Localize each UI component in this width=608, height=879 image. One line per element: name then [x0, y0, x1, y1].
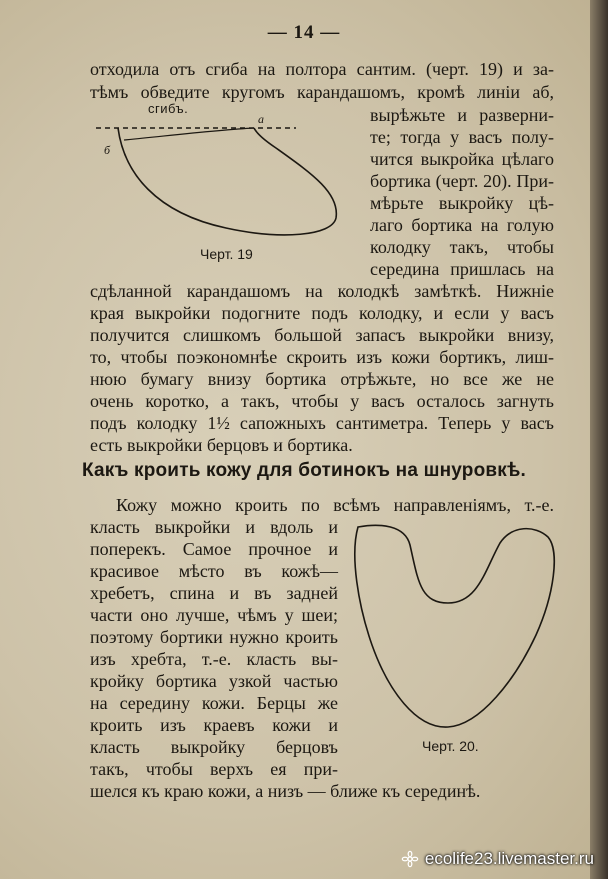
text-line: части оно лучше, чѣмъ у шеи;	[90, 605, 338, 625]
text-line: подъ колодку 1½ сапожныхъ сантиметра. Теперь у васъ	[90, 413, 554, 433]
text-line: чится выкройка цѣлаго	[370, 149, 554, 169]
text-line: отходила отъ сгиба на полтора сантим. (черт. 19) и за-	[90, 59, 554, 79]
text-line: края выкройки подогните подъ колодку, и если у васъ	[90, 303, 554, 323]
text-line: изъ хребта, т.-е. класть вы-	[90, 649, 338, 669]
text-line: получится слишкомъ большой запасъ выкройки внизу,	[90, 325, 554, 345]
text-line: класть выкройку берцовъ	[90, 737, 338, 757]
point-label-b: б	[104, 143, 111, 157]
fold-label: сгибъ.	[148, 101, 189, 116]
text-line: бортика (черт. 20). При-	[370, 171, 554, 191]
text-line: кройку бортика узкой частью	[90, 671, 338, 691]
text-line: кроить изъ краевъ кожи и	[90, 715, 338, 735]
text-line: шелся къ краю кожи, а низъ — ближе къ серединѣ.	[90, 781, 481, 801]
text-line: очень коротко, а такъ, чтобы у васъ осталось загнуть	[90, 391, 554, 411]
page-number: — 14 —	[267, 22, 341, 43]
text-line: есть выкройки берцовъ и бортика.	[90, 435, 353, 455]
watermark	[401, 849, 594, 869]
text-line: класть выкройки и вдоль и	[90, 517, 338, 537]
text-line: мѣрьте выкройку цѣ-	[370, 193, 554, 213]
watermark-text: ecolife23.livemaster.ru	[424, 849, 594, 868]
text-line: середина пришлась на	[370, 259, 554, 279]
pattern-drawing-fig20	[350, 515, 560, 737]
text-line: красивое мѣсто въ кожѣ—	[90, 561, 338, 581]
figure-19-caption: Черт. 19	[200, 246, 253, 262]
text-line: те; тогда у васъ полу-	[370, 127, 554, 147]
text-line: на середину кожи. Берцы же	[90, 693, 338, 713]
section-heading: Какъ кроить кожу для ботинокъ на шнуровкѣ.	[81, 460, 527, 481]
text-line: вырѣжьте и разверни-	[370, 105, 554, 125]
text-line: поперекъ. Самое прочное и	[90, 539, 338, 559]
flower-icon	[401, 850, 419, 868]
text-line: то, чтобы поэкономнѣе скроить изъ кожи бортикъ, лиш-	[90, 347, 554, 367]
text-line: такъ, чтобы верхъ ея при-	[90, 759, 338, 779]
text-line: тѣмъ обведите кругомъ карандашомъ, кромѣ линіи аб,	[90, 82, 554, 102]
pattern-drawing-fig19	[96, 118, 356, 243]
text-line: сдѣланной карандашомъ на колодкѣ замѣткѣ. Нижніе	[90, 281, 554, 301]
figure-20-caption: Черт. 20.	[422, 738, 479, 754]
page-edge	[590, 0, 608, 879]
text-line: Кожу можно кроить по всѣмъ направленіямъ, т.-е.	[116, 495, 554, 515]
text-line: нюю бумагу внизу бортика отрѣжьте, но все же не	[90, 369, 554, 389]
text-line: хребетъ, спина и въ задней	[90, 583, 338, 603]
text-line: колодку такъ, чтобы	[370, 237, 554, 257]
text-line: лаго бортика на голую	[370, 215, 554, 235]
point-label-a: а	[258, 112, 264, 126]
text-line: поэтому бортики нужно кроить	[90, 627, 338, 647]
